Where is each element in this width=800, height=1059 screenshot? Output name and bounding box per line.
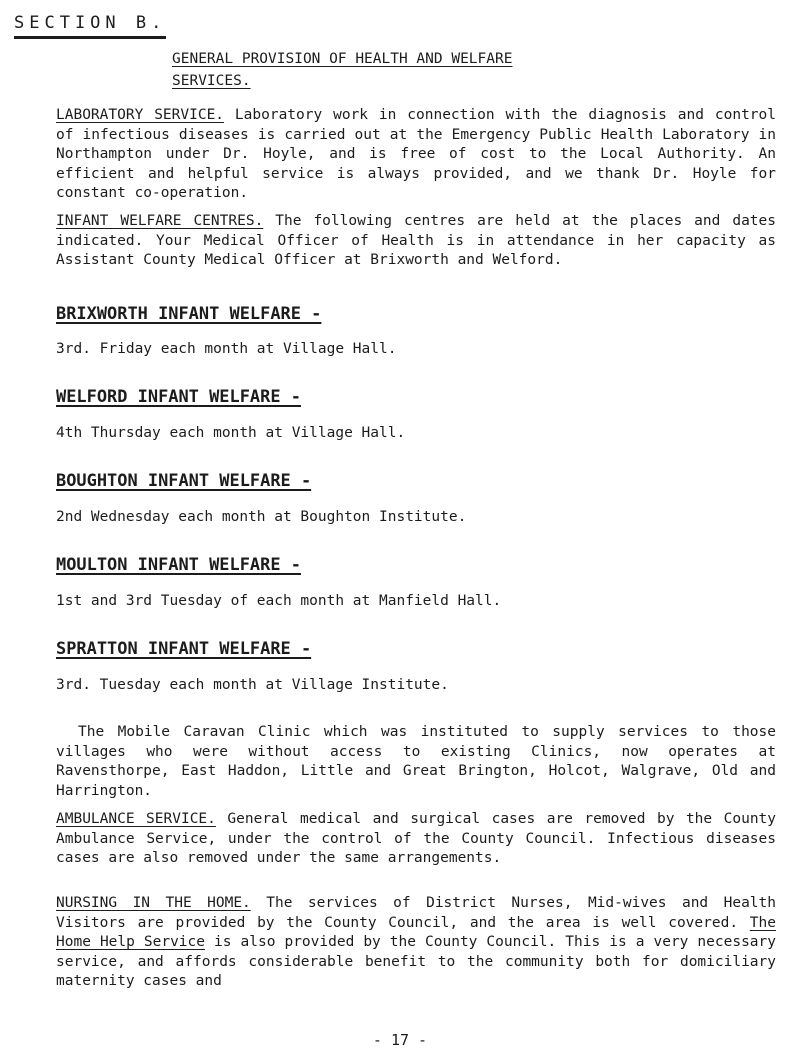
ambulance-heading: AMBULANCE SERVICE. bbox=[56, 811, 216, 827]
nursing-body-part-2: is also provided by the County Council. This is a very necessary service, and affords considerable benefit to the community both for domiciliary maternity cases and bbox=[56, 934, 776, 990]
infant-welfare-heading: INFANT WELFARE CENTRES. bbox=[56, 213, 264, 229]
laboratory-heading: LABORATORY SERVICE. bbox=[56, 107, 225, 123]
page-number: - 17 - bbox=[372, 1031, 428, 1049]
centre-moulton-heading: MOULTON INFANT WELFARE - bbox=[56, 554, 301, 574]
nursing-body-part-1: The services of District Nurses, Mid-wives and Health Visitors are provided by the County Council, and the area is well covered. bbox=[56, 895, 776, 931]
infant-welfare-paragraph bbox=[56, 212, 776, 271]
infant-welfare-body: The following centres are held at the places and dates indicated. Your Medical Officer of Health is in attendance in her capacity as Assistant County Medical Officer at Brixworth and Welford. bbox=[56, 213, 776, 269]
mobile-clinic-paragraph: The Mobile Caravan Clinic which was instituted to supply services to those villages who were without access to existing Clinics, now operates at Ravensthorpe, East Haddon, Little and Great Brington, Holcot, Walgrave, Old and Harrington. bbox=[56, 724, 776, 799]
section-heading: SECTION B. bbox=[14, 12, 166, 39]
laboratory-body: Laboratory work in connection with the diagnosis and control of infectious diseases is carried out at the Emergency Public Health Laboratory in Northampton under Dr. Hoyle, and is free of cost to the Local Authority. An efficient and helpful service is always provided, and we thank Dr. Hoyle for constant co-operation. bbox=[56, 107, 776, 202]
centre-spratton-detail: 3rd. Tuesday each month at Village Institute. bbox=[56, 677, 449, 693]
centre-brixworth-heading: BRIXWORTH INFANT WELFARE - bbox=[56, 303, 322, 323]
centre-boughton-detail: 2nd Wednesday each month at Boughton Institute. bbox=[56, 509, 467, 525]
ambulance-body: General medical and surgical cases are removed by the County Ambulance Service, under the control of the County Council. Infectious diseases cases are also removed under the same arrangements. bbox=[56, 811, 777, 867]
centre-welford-detail: 4th Thursday each month at Village Hall. bbox=[56, 425, 406, 441]
home-help-service-label: The Home Help Service bbox=[56, 914, 776, 951]
centre-boughton-heading: BOUGHTON INFANT WELFARE - bbox=[56, 470, 312, 490]
centre-spratton-heading: SPRATTON INFANT WELFARE - bbox=[56, 638, 312, 658]
centre-welford-heading: WELFORD INFANT WELFARE - bbox=[56, 386, 301, 406]
ambulance-paragraph bbox=[56, 810, 776, 869]
page-title-line-2: SERVICES. bbox=[172, 72, 251, 89]
nursing-heading: NURSING IN THE HOME. bbox=[56, 895, 251, 911]
page-title bbox=[172, 50, 652, 91]
centre-moulton-detail: 1st and 3rd Tuesday of each month at Manfield Hall. bbox=[56, 593, 502, 609]
laboratory-paragraph bbox=[56, 106, 776, 204]
centre-brixworth-detail: 3rd. Friday each month at Village Hall. bbox=[56, 341, 397, 357]
page-title-line-1: GENERAL PROVISION OF HEALTH AND WELFARE bbox=[172, 51, 513, 67]
nursing-paragraph bbox=[56, 894, 776, 992]
